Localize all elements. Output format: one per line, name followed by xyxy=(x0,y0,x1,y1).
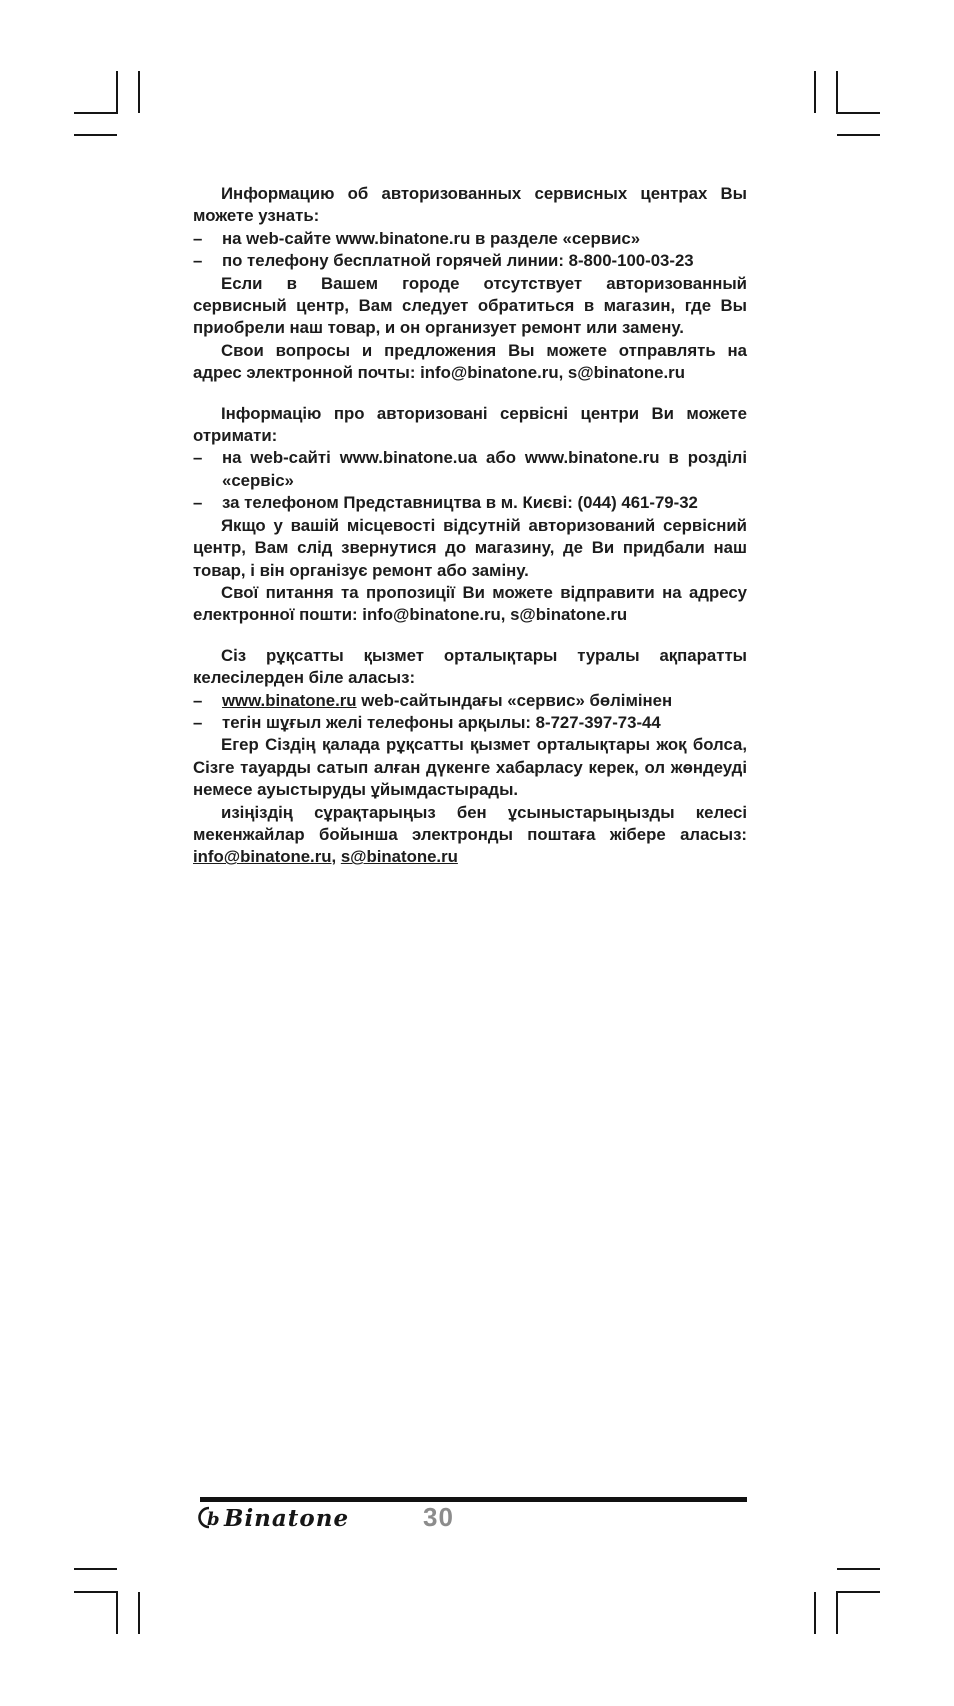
paragraph-contacts-kz xyxy=(193,802,747,869)
crop-mark xyxy=(837,134,880,136)
crop-mark xyxy=(74,1591,118,1593)
list-item-text: за телефоном Представництва в м. Києві: (044) 461-79-32 xyxy=(222,493,698,513)
crop-mark xyxy=(836,1591,880,1593)
list-item xyxy=(193,447,747,492)
website-link: www.binatone.ru xyxy=(222,690,357,710)
crop-mark xyxy=(836,112,880,114)
crop-mark xyxy=(836,71,838,114)
binatone-logo-text: Binatone xyxy=(224,1504,350,1532)
list-marker: – xyxy=(193,690,203,710)
list-item-text: на web-сайте www.binatone.ru в разделе «сервис» xyxy=(222,228,641,248)
list-item-text: по телефону бесплатной горячей линии: 8-800-100-03-23 xyxy=(222,251,694,271)
section-ukrainian xyxy=(193,403,747,627)
list-item-text: web-сайтындағы «сервис» бөлімінен xyxy=(356,690,673,710)
crop-mark xyxy=(116,1591,118,1634)
paragraph-no-center-ua: Якщо у вашій місцевості відсутній авторизований сервісний центр, Вам слід звернутися до магазину, де Ви придбали наш товар, і він організує ремонт або заміну. xyxy=(193,515,747,580)
crop-mark xyxy=(814,1592,816,1634)
paragraph-no-center-ru: Если в Вашем городе отсутствует авторизованный сервисный центр, Вам следует обратиться в магазин, где Вы приобрели наш товар, и он организует ремонт или замену. xyxy=(193,273,747,338)
paragraph-intro-ua: Інформацію про авторизовані сервісні центри Ви можете отримати: xyxy=(193,403,747,446)
paragraph-contacts-ru: Свои вопросы и предложения Вы можете отправлять на адрес электронной почты: info@binatone.ru, s@binatone.ru xyxy=(193,340,747,383)
paragraph-intro-ru: Информацию об авторизованных сервисных центрах Вы можете узнать: xyxy=(193,184,747,226)
paragraph-intro-kz: Сіз рұқсатты қызмет орталықтары туралы ақпаратты келесілерден біле аласыз: xyxy=(193,645,747,688)
email-link: info@binatone.ru xyxy=(193,847,332,867)
list-marker: – xyxy=(193,493,203,513)
binatone-logo xyxy=(198,1504,349,1532)
list-item xyxy=(193,690,747,712)
crop-mark xyxy=(138,71,140,113)
section-russian xyxy=(193,183,747,385)
list-marker: – xyxy=(193,251,203,271)
page-content xyxy=(193,183,747,869)
crop-mark xyxy=(74,112,118,114)
list-item xyxy=(193,492,747,514)
list-marker: – xyxy=(193,228,203,248)
list-item xyxy=(193,712,747,734)
page-number: 30 xyxy=(423,1502,454,1532)
section-kazakh xyxy=(193,645,747,869)
list-item-text: на web-сайті www.binatone.ua або www.binatone.ru в розділі «сервіс» xyxy=(222,448,747,490)
separator: , xyxy=(331,847,341,867)
crop-mark xyxy=(837,1568,880,1570)
svg-text:b: b xyxy=(207,1509,220,1530)
list-marker: – xyxy=(193,712,203,732)
crop-mark xyxy=(74,1568,117,1570)
paragraph-contacts-ua: Свої питання та пропозиції Ви можете відправити на адресу електронної пошти: info@binatone.ru, s@binatone.ru xyxy=(193,582,747,625)
crop-mark xyxy=(138,1592,140,1634)
paragraph-contacts-kz-text: изіңіздің сұрақтарыңыз бен ұсыныстарыңызды келесі мекенжайлар бойынша электронды поштаға жібере аласыз: xyxy=(193,802,747,844)
footer-rule xyxy=(200,1497,747,1502)
paragraph-no-center-kz: Егер Сіздің қалада рұқсатты қызмет орталықтары жоқ болса, Сізге тауарды сатып алған дүкенге хабарласу керек, ол жөндеуді немесе ауыстыруды ұйымдастырады. xyxy=(193,735,747,800)
crop-mark xyxy=(836,1591,838,1634)
crop-mark xyxy=(814,71,816,113)
list-item-text: тегін шұғыл желі телефоны арқылы: 8-727-397-73-44 xyxy=(222,712,661,732)
list-item xyxy=(193,228,747,250)
binatone-logo-icon xyxy=(198,1504,224,1532)
list-item xyxy=(193,250,747,272)
crop-mark xyxy=(74,134,117,136)
list-marker: – xyxy=(193,448,203,468)
email-link: s@binatone.ru xyxy=(340,847,458,867)
crop-mark xyxy=(116,71,118,114)
